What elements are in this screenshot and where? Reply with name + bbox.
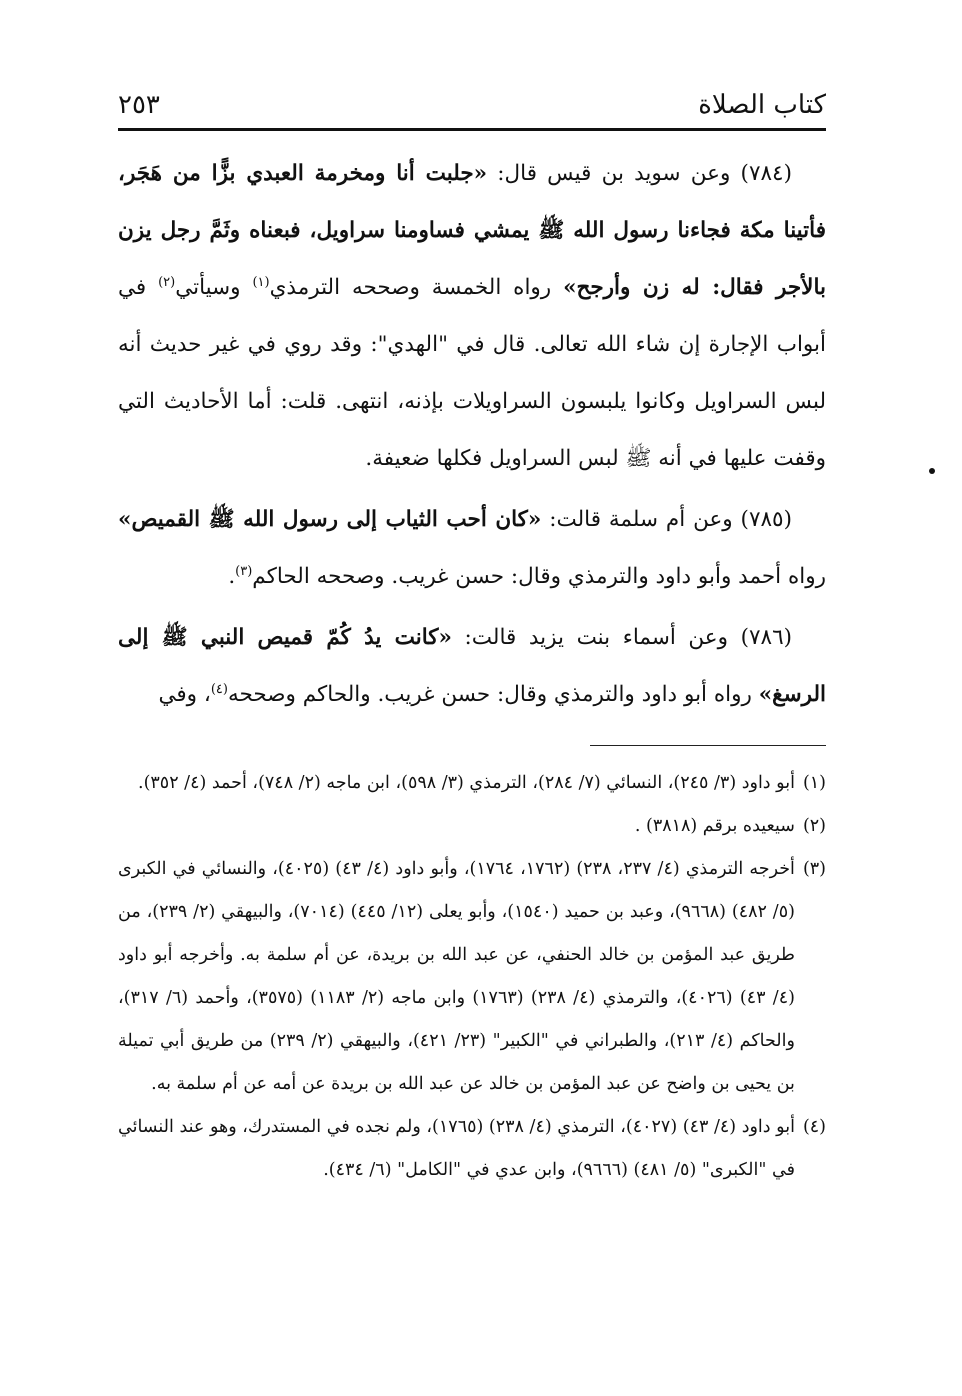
footnote-number: (٣) xyxy=(802,859,826,879)
text-run: في أبواب الإجارة إن شاء الله تعالى. قال في "الهدي": وقد روي في غير حديث أنه لبس السراويل وكانوا يلبسون السراويلات بإذنه، انتهى. قلت: أما الأحاديث التي وقفت عليها في أنه ﷺ لبس السراويل فكلها ضعيفة. xyxy=(118,275,826,471)
hadith-786 xyxy=(118,609,826,723)
header-rule xyxy=(118,128,826,131)
chapter-title: كتاب الصلاة xyxy=(698,90,826,120)
footnote xyxy=(118,805,826,848)
footnote-number: (١) xyxy=(802,773,826,793)
text-run: . xyxy=(228,564,236,589)
main-text xyxy=(118,145,826,723)
running-header xyxy=(118,78,826,120)
footnote-ref: (٣) xyxy=(235,563,253,579)
hadith-785 xyxy=(118,491,826,605)
text-run: وسيأتي xyxy=(175,275,253,300)
footnote-text: سيعيده برقم (٣٨١٨) . xyxy=(634,816,795,836)
footnote-ref: (١) xyxy=(252,274,270,290)
hadith-784 xyxy=(118,145,826,487)
footnote-number: (٢) xyxy=(802,816,826,836)
footnote-text: أخرجه الترمذي (٤/ ٢٣٧، ٢٣٨) (١٧٦٢، ١٧٦٤)، وأبو داود (٤/ ٤٣) (٤٠٢٥)، والنسائي في الكبرى (٥/ ٤٨٢) (٩٦٦٨)، وعبد بن حميد (١٥٤٠)، وأبو يعلى (١٢/ ٤٤٥) (٧٠١٤)، والبيهقي (٢/ ٢٣٩)، من طريق عبد المؤمن بن خالد الحنفي، عن عبد الله بن بريدة، عن أم سلمة به. وأخرجه أبو داود (٤/ ٤٣) (٤٠٢٦)، والترمذي (٤/ ٢٣٨) (١٧٦٣) وابن ماجه (٢/ ١١٨٣) (٣٥٧٥)، وأحمد (٦/ ٣١٧)، والحاكم (٤/ ٢١٣)، والطبراني في "الكبير" (٢٣/ ٤٢١)، والبيهقي (٢/ ٢٣٩) من طريق أبي تميلة بن يحيى بن واضح عن عبد المؤمن بن خالد عن عبد الله بن بريدة عن أمه عن أم سلمة به. xyxy=(118,859,795,1094)
footnote-text: أبو داود (٤/ ٤٣) (٤٠٢٧)، الترمذي (٤/ ٢٣٨) (١٧٦٥)، ولم نجده في المستدرك، وهو عند النسائي في "الكبرى" (٥/ ٤٨١) (٩٦٦٦)، وابن عدي في "الكامل" (٦/ ٤٣٤). xyxy=(118,1117,795,1180)
page-number: ٢٥٣ xyxy=(118,90,160,120)
footnote-number: (٤) xyxy=(802,1117,826,1137)
text-run: (٧٨٥) وعن أم سلمة قالت: xyxy=(541,507,792,532)
footnote-separator xyxy=(590,745,826,746)
footnote-ref: (٤) xyxy=(210,681,228,697)
footnote xyxy=(118,1106,826,1192)
hadith-quote: «جلبت أنا ومخرمة العبدي بزًّا من هَجَر، فأتينا مكة فجاءنا رسول الله ﷺ يمشي فساومنا سراويل، فبعناه وثَمَّ رجل يزن بالأجر فقال: له زن وأرجح» xyxy=(118,161,826,300)
text-run: ، وفي xyxy=(158,682,211,707)
text-run: رواه الخمسة وصححه الترمذي xyxy=(269,275,564,300)
text-run: (٧٨٦) وعن أسماء بنت يزيد قالت: xyxy=(451,625,793,650)
footnote-text: أبو داود (٣/ ٢٤٥)، النسائي (٧/ ٢٨٤)، الترمذي (٣/ ٥٩٨)، ابن ماجه (٢/ ٧٤٨)، أحمد (٤/ ٣٥٢). xyxy=(138,773,795,793)
footnote-ref: (٢) xyxy=(158,274,176,290)
hadith-quote: «كانت يدُ كُمّ قميص النبي ﷺ إلى الرسغ» xyxy=(118,625,826,707)
text-run: رواه أبو داود والترمذي وقال: حسن غريب. والحاكم وصححه xyxy=(227,682,759,707)
book-page xyxy=(118,78,826,1192)
footnote xyxy=(118,848,826,1106)
footnote xyxy=(118,762,826,805)
text-run: رواه أحمد وأبو داود والترمذي وقال: حسن غريب. وصححه الحاكم xyxy=(252,564,826,589)
footnotes xyxy=(118,762,826,1192)
text-run: (٧٨٤) وعن سويد بن قيس قال: xyxy=(487,161,792,186)
margin-dot xyxy=(929,468,935,474)
hadith-quote: «كان أحب الثياب إلى رسول الله ﷺ القميص» xyxy=(118,507,542,532)
